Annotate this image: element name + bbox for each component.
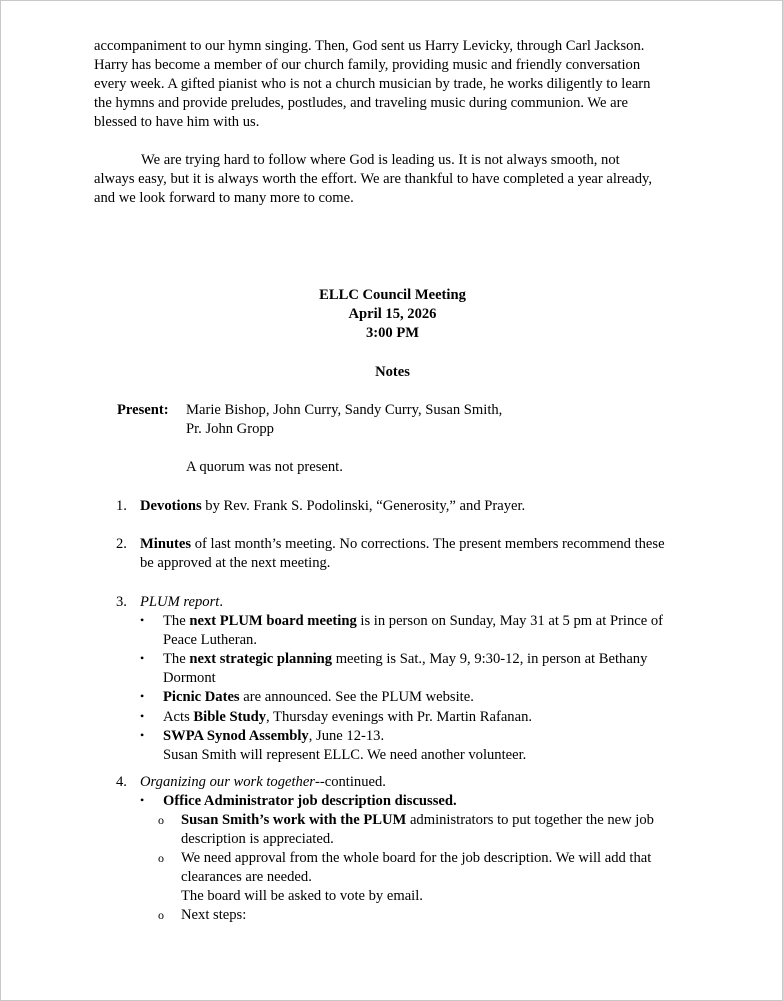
intro-paragraph-2 <box>94 151 694 208</box>
item-number: 4. <box>116 774 127 790</box>
sub-bullet-approval: We need approval from the whole board for the job description. We will add that <box>181 850 652 866</box>
bullet-icon: • <box>140 728 145 742</box>
bullet-board-meeting-line2: Peace Lutheran. <box>163 632 257 648</box>
bullet-icon: • <box>140 709 145 723</box>
text-line: every week. A gifted pianist who is not a church musician by trade, he works diligently to learn <box>94 76 651 92</box>
text: administrators to put together the new job <box>406 812 654 828</box>
text-line: blessed to have him with us. <box>94 114 260 130</box>
bullet-strategic-planning <box>163 650 647 669</box>
bold-text: Minutes <box>140 536 192 552</box>
bullet-picnic-dates <box>163 688 474 707</box>
item-number: 2. <box>116 536 127 552</box>
meeting-time: 3:00 PM <box>365 325 420 341</box>
text: The <box>163 613 190 629</box>
item-devotions <box>140 497 525 516</box>
text-line: the hymns and provide preludes, postludes, and traveling music during communion. We are <box>94 95 628 111</box>
text: by Rev. Frank S. Podolinski, “Generosity,” and Prayer. <box>201 498 526 514</box>
text: , June 12-13. <box>308 728 385 744</box>
bullet-icon: • <box>140 689 145 703</box>
item-number: 1. <box>116 498 127 514</box>
sub-bullet-next-steps: Next steps: <box>181 907 247 923</box>
text: The <box>163 651 190 667</box>
text: . <box>219 594 223 610</box>
text: are announced. See the PLUM website. <box>239 689 474 705</box>
bold-text: Picnic Dates <box>163 689 240 705</box>
bullet-icon: • <box>140 793 145 807</box>
circle-bullet-icon: o <box>158 908 164 922</box>
text-line: accompaniment to our hymn singing. Then, God sent us Harry Levicky, through Carl Jackson. <box>94 38 645 54</box>
present-names-line1: Marie Bishop, John Curry, Sandy Curry, Susan Smith, <box>186 402 503 418</box>
bullet-bible-study <box>163 708 532 727</box>
text-line: always easy, but it is always worth the effort. We are thankful to have completed a year already, <box>94 171 653 187</box>
bullet-icon: • <box>140 651 145 665</box>
circle-bullet-icon: o <box>158 851 164 865</box>
circle-bullet-icon: o <box>158 813 164 827</box>
text: of last month’s meeting. No corrections. The present members recommend these <box>191 536 665 552</box>
item-minutes <box>140 535 665 554</box>
present-names-line2: Pr. John Gropp <box>186 421 274 437</box>
bold-text: next strategic planning <box>189 651 333 667</box>
bold-text: Office Administrator job description discussed. <box>163 793 457 809</box>
bold-text: Bible Study <box>193 709 266 725</box>
item-plum-report <box>140 593 223 612</box>
bullet-office-admin <box>163 792 457 811</box>
present-label: Present: <box>117 402 169 418</box>
bold-text: SWPA Synod Assembly <box>163 728 309 744</box>
sub-bullet-approval-line2: clearances are needed. <box>181 869 312 885</box>
quorum-note: A quorum was not present. <box>186 459 343 475</box>
text: Acts <box>163 709 194 725</box>
text-line: and we look forward to many more to come. <box>94 190 354 206</box>
item-number: 3. <box>116 594 127 610</box>
item-organizing-work <box>140 773 386 792</box>
text: --continued. <box>315 774 386 790</box>
item-minutes-line2: be approved at the next meeting. <box>140 555 331 571</box>
sub-bullet-susan-smith <box>181 811 654 830</box>
intro-paragraph-1 <box>94 37 694 132</box>
bold-text: Devotions <box>140 498 202 514</box>
meeting-date: April 15, 2026 <box>348 306 437 322</box>
bullet-strategic-planning-line2: Dormont <box>163 670 216 686</box>
italic-text: PLUM report <box>140 594 220 610</box>
bullet-synod-assembly-line2: Susan Smith will represent ELLC. We need another volunteer. <box>163 747 527 763</box>
text-line: Harry has become a member of our church family, providing music and friendly conversation <box>94 57 641 73</box>
text: , Thursday evenings with Pr. Martin Rafanan. <box>266 709 533 725</box>
bullet-synod-assembly <box>163 727 384 746</box>
meeting-title: ELLC Council Meeting <box>319 287 466 303</box>
bullet-board-meeting <box>163 612 663 631</box>
bold-text: Susan Smith’s work with the PLUM <box>181 812 407 828</box>
bullet-icon: • <box>140 613 145 627</box>
notes-heading: Notes <box>375 364 410 380</box>
sub-bullet-approval-line3: The board will be asked to vote by email. <box>181 888 423 904</box>
text-line: We are trying hard to follow where God is leading us. It is not always smooth, not <box>141 152 620 168</box>
text: is in person on Sunday, May 31 at 5 pm at Prince of <box>356 613 664 629</box>
sub-bullet-susan-smith-line2: description is appreciated. <box>181 831 334 847</box>
bold-text: next PLUM board meeting <box>189 613 357 629</box>
text: meeting is Sat., May 9, 9:30-12, in person at Bethany <box>332 651 648 667</box>
italic-text: Organizing our work together <box>140 774 315 790</box>
